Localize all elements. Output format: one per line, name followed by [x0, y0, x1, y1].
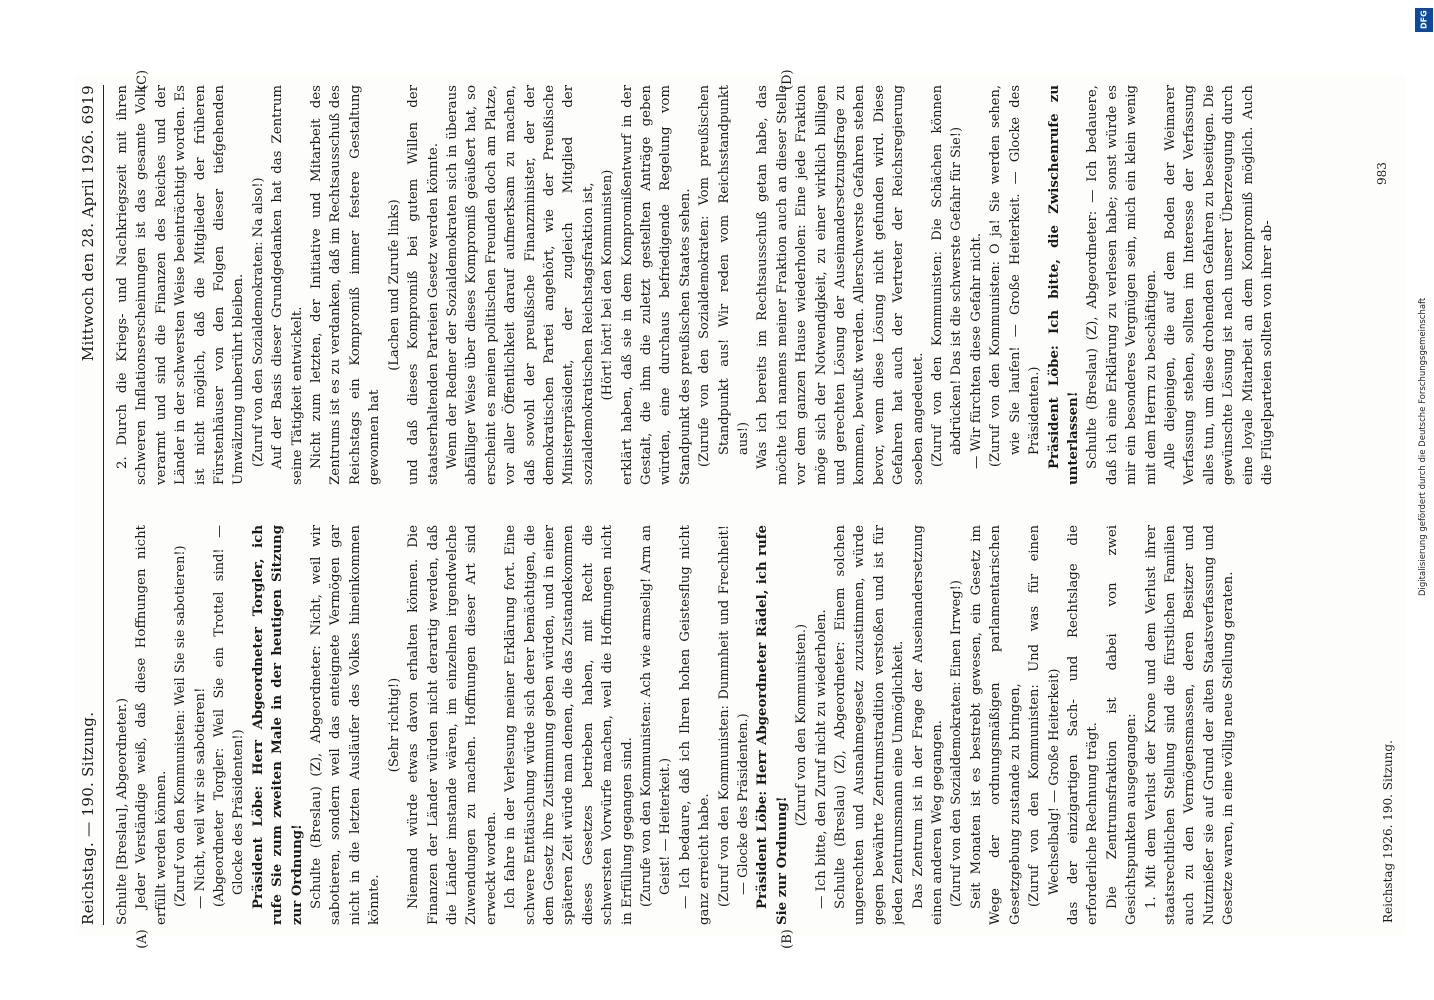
dfg-logo — [1415, 8, 1433, 32]
interjection: (Zuruf von den Kommunisten.) — [794, 623, 810, 827]
margin-marker-d: (D) — [780, 69, 795, 90]
speaker-paragraph: Schulte (Breslau) (Z), Abgeordneter: — Ich bedauere, daß ich eine Erklärung zu verlesen habe; sonst würde es mir ein besonderes Vergnügen sein, mich ein klein wenig mit dem Herrn zu beschäftigen. — [1085, 85, 1159, 485]
paragraph: erklärt haben, daß sie in dem Kompromißentwurf in der Gestalt, die ihm die zuletzt gestellten Anträge geben würden, eine durchaus befriedigende Regelung vom Standpunkt des preußischen Staates sehen. — [619, 85, 693, 485]
interjection: (Abgeordneter Torgler: Weil Sie ein Trottel sind! — Glocke des Präsidenten!) — [212, 525, 247, 907]
header-left: Reichstag. — 190. Sitzung. — [79, 711, 97, 925]
header-right: Mittwoch den 28. April 1926. 6919 — [79, 85, 97, 362]
paragraph: und daß dieses Kompromiß bei gutem Willen der staatserhaltenden Parteien Gesetz werden könnte. — [406, 85, 441, 485]
paragraph: Seit Monaten ist es bestrebt gewesen, ein Gesetz im Wege der ordnungsmäßigen parlamentarischen Gesetzgebung zustande zu bringen, — [968, 525, 1023, 925]
paragraph: Die Zentrumsfraktion ist dabei von zwei Gesichtspunkten ausgegangen: — [1104, 525, 1140, 925]
paragraph: Alle diejenigen, die auf dem Boden der Weimarer Verfassung stehen, sollten im Interesse der Verfassung alles tun, um diese drohenden Gefahren zu beseitigen. Die gewünschte Lösung ist nach unserer Überzeugung durch eine loyale Mitarbeit an dem Kompromiß möglich. Auch die Flügelparteien sollten von ihrer ab- — [1162, 85, 1275, 485]
interjection: (Hört! hört! bei den Kommunisten) — [600, 169, 616, 401]
scanned-page — [75, 69, 1405, 949]
interjection: (Zuruf von den Sozialdemokraten: Einen Irrweg!) — [949, 580, 965, 907]
paragraph: 2. Durch die Kriegs- und Nachkriegszeit mit ihren schweren Inflationserscheinungen ist das gesamte Volk verarmt und sind die Finanzen des Reiches und der Länder in der schwersten Weise beeinträchtigt worden. Es ist nicht möglich, daß die Mitglieder der früheren Fürstenhäuser von den Folgen dieser tiefgehenden Umwälzung unberührt bleiben. — [115, 85, 247, 485]
speaker-continuation: Schulte [Breslau], Abgeordneter.) — [115, 697, 130, 925]
interjection: (Zuruf von den Sozialdemokraten: Na also!) — [250, 177, 266, 467]
interjection: (Zuruf von den Kommunisten: Und was für einen Wechselbalg! — Große Heiterkeit) — [1027, 525, 1062, 907]
paragraph: — Ich bedaure, daß ich Ihren hohen Geistesflug nicht ganz erreicht habe. — [677, 525, 713, 925]
paragraph: — Nicht, weil wir sie sabotieren! — [192, 687, 208, 909]
president-remark: Präsident Löbe: Herr Abgeordneter Torgler, ich rufe Sie zum zweiten Male in der heutigen Sitzung zur Ordnung! — [250, 525, 305, 925]
dfg-logo-text: DFG — [1419, 10, 1429, 30]
footer-signature: Reichstag 1926. 190. Sitzung. — [1381, 740, 1395, 923]
president-remark: Präsident Löbe: Herr Abgeordneter Rädel, ich rufe Sie zur Ordnung! — [755, 525, 790, 925]
margin-marker-b: (B) — [780, 929, 795, 949]
paragraph: Auf der Basis dieser Grundgedanken hat das Zentrum seine Tätigkeit entwickelt. — [270, 85, 305, 485]
interjection: (Sehr richtig!) — [386, 677, 402, 773]
interjection: (Zurufe von den Sozialdemokraten: Vom preußischen Standpunkt aus! Wir reden vom Reichsstandpunkt aus!) — [697, 85, 751, 467]
page-number: 983 — [1375, 162, 1389, 185]
paragraph: Jeder Verständige weiß, daß diese Hoffnungen nicht erfüllt werden können. — [134, 525, 169, 925]
digitization-note: Digitalisierung gefördert durch die Deutsche Forschungsgemeinschaft — [1418, 297, 1428, 596]
paragraph: — Ich bitte, den Zuruf nicht zu wiederholen. — [813, 609, 829, 909]
paragraph: Nicht zum letzten, der Initiative und Mitarbeit des Zentrums ist es zu verdanken, daß im Rechtsausschuß des Reichstags ein Kompromiß immer festere Gestaltung gewonnen hat — [309, 85, 383, 485]
paragraph: Das Zentrum ist in der Frage der Auseinandersetzung einen anderen Weg gegangen. — [910, 525, 946, 925]
interjection: (Zuruf von den Kommunisten: Dummheit und Frechheit! — Glocke des Präsidenten.) — [716, 525, 751, 907]
margin-marker-a: (A) — [135, 929, 150, 949]
margin-marker-c: (C) — [135, 69, 150, 90]
paragraph: Wenn der Redner der Sozialdemokraten sich in überaus abfälliger Weise über dieses Kompromiß geäußert hat, so erscheint es meinen politischen Freunden doch am Platze, vor aller Öffentlichkeit darauf aufmerksam zu machen, daß sowohl der preußische Finanzminister, der der demokratischen Partei angehört, wie der Preußische Ministerpräsident, der zugleich Mitglied der sozialdemokratischen Reichstagsfraktion ist, — [444, 85, 596, 485]
paragraph: 1. Mit dem Verlust der Krone und dem Verlust ihrer staatsrechtlichen Stellung sind die fürstlichen Familien auch zu den Vermögensmassen, deren Besitzer und Nutznießer sie auf Grund der alten Staatsverfassung und Gesetze waren, in eine völlig neue Stellung geraten. — [1143, 525, 1237, 925]
president-remark: Präsident Löbe: Ich bitte, die Zwischenrufe zu unterlassen! — [1046, 85, 1081, 485]
interjection: (Zurufe von den Kommunisten: Ach wie armselig! Arm an Geist! — Heiterkeit.) — [638, 525, 674, 907]
interjection: (Zuruf von den Kommunisten: Weil Sie sie sabotieren!) — [173, 545, 189, 907]
interjection: (Lachen und Zurufe links) — [386, 199, 402, 371]
speaker-paragraph: Schulte (Breslau) (Z), Abgeordneter: Nicht, weil wir sabotieren, sondern weil das enteignete Vermögen gar nicht in die letzten Ausläufer des Volkes hineinkommen könnte. — [309, 525, 383, 925]
left-column — [113, 525, 1383, 925]
running-header — [75, 85, 104, 925]
interjection: (Zuruf von den Kommunisten: Die Schächen können abdrücken! Das ist die schwerste Gefahr für Sie!) — [930, 85, 965, 467]
paragraph: Was ich bereits im Rechtsausschuß getan habe, das möchte ich namens meiner Fraktion auch an dieser Stelle vor dem ganzen Hause wiederholen: Eine jede Fraktion möge sich der Notwendigkeit, zu einer wirklich billigen und gerechten Lösung der Auseinandersetzungsfrage zu kommen, bewußt werden. Allerschwerste Gefahren stehen bevor, wenn diese Lösung nicht gefunden wird. Diese Gefahren hat auch der Vertreter der Reichsregierung soeben angedeutet. — [755, 85, 926, 485]
paragraph: das der einzigartigen Sach- und Rechtslage die erforderliche Rechnung trägt. — [1065, 525, 1101, 925]
speaker-paragraph: Schulte (Breslau) (Z), Abgeordneter: Einem solchen ungerechten und Ausnahmegesetz zuzustimmen, würde gegen bewährte Zentrumstradition verstoßen und ist für jeden Zentrumsmann eine Unmöglichkeit. — [833, 525, 907, 925]
right-column — [113, 85, 1383, 485]
interjection: (Zuruf von den Kommunisten: O ja! Sie werden sehen, wie Sie laufen! — Große Heiterkeit. — Glocke des Präsidenten.) — [988, 85, 1043, 467]
paragraph: Ich fahre in der Verlesung meiner Erklärung fort. Eine schwere Enttäuschung würde sich derer bemächtigen, die dem Gesetz ihre Zustimmung geben würden, und in einer späteren Zeit würde man denen, die das Zustandekommen dieses Gesetzes betrieben haben, mit Recht die schwersten Vorwürfe machen, weil die Hoffnungen nicht in Erfüllung gegangen sind. — [503, 525, 635, 925]
paragraph: Niemand würde etwas davon erhalten können. Die Finanzen der Länder würden nicht derartig werden, daß die Länder imstande wären, im einzelnen irgendwelche Zuwendungen zu machen. Hoffnungen dieser Art sind erweckt worden. — [406, 525, 499, 925]
paragraph: — Wir fürchten diese Gefahr nicht. — [968, 232, 984, 469]
